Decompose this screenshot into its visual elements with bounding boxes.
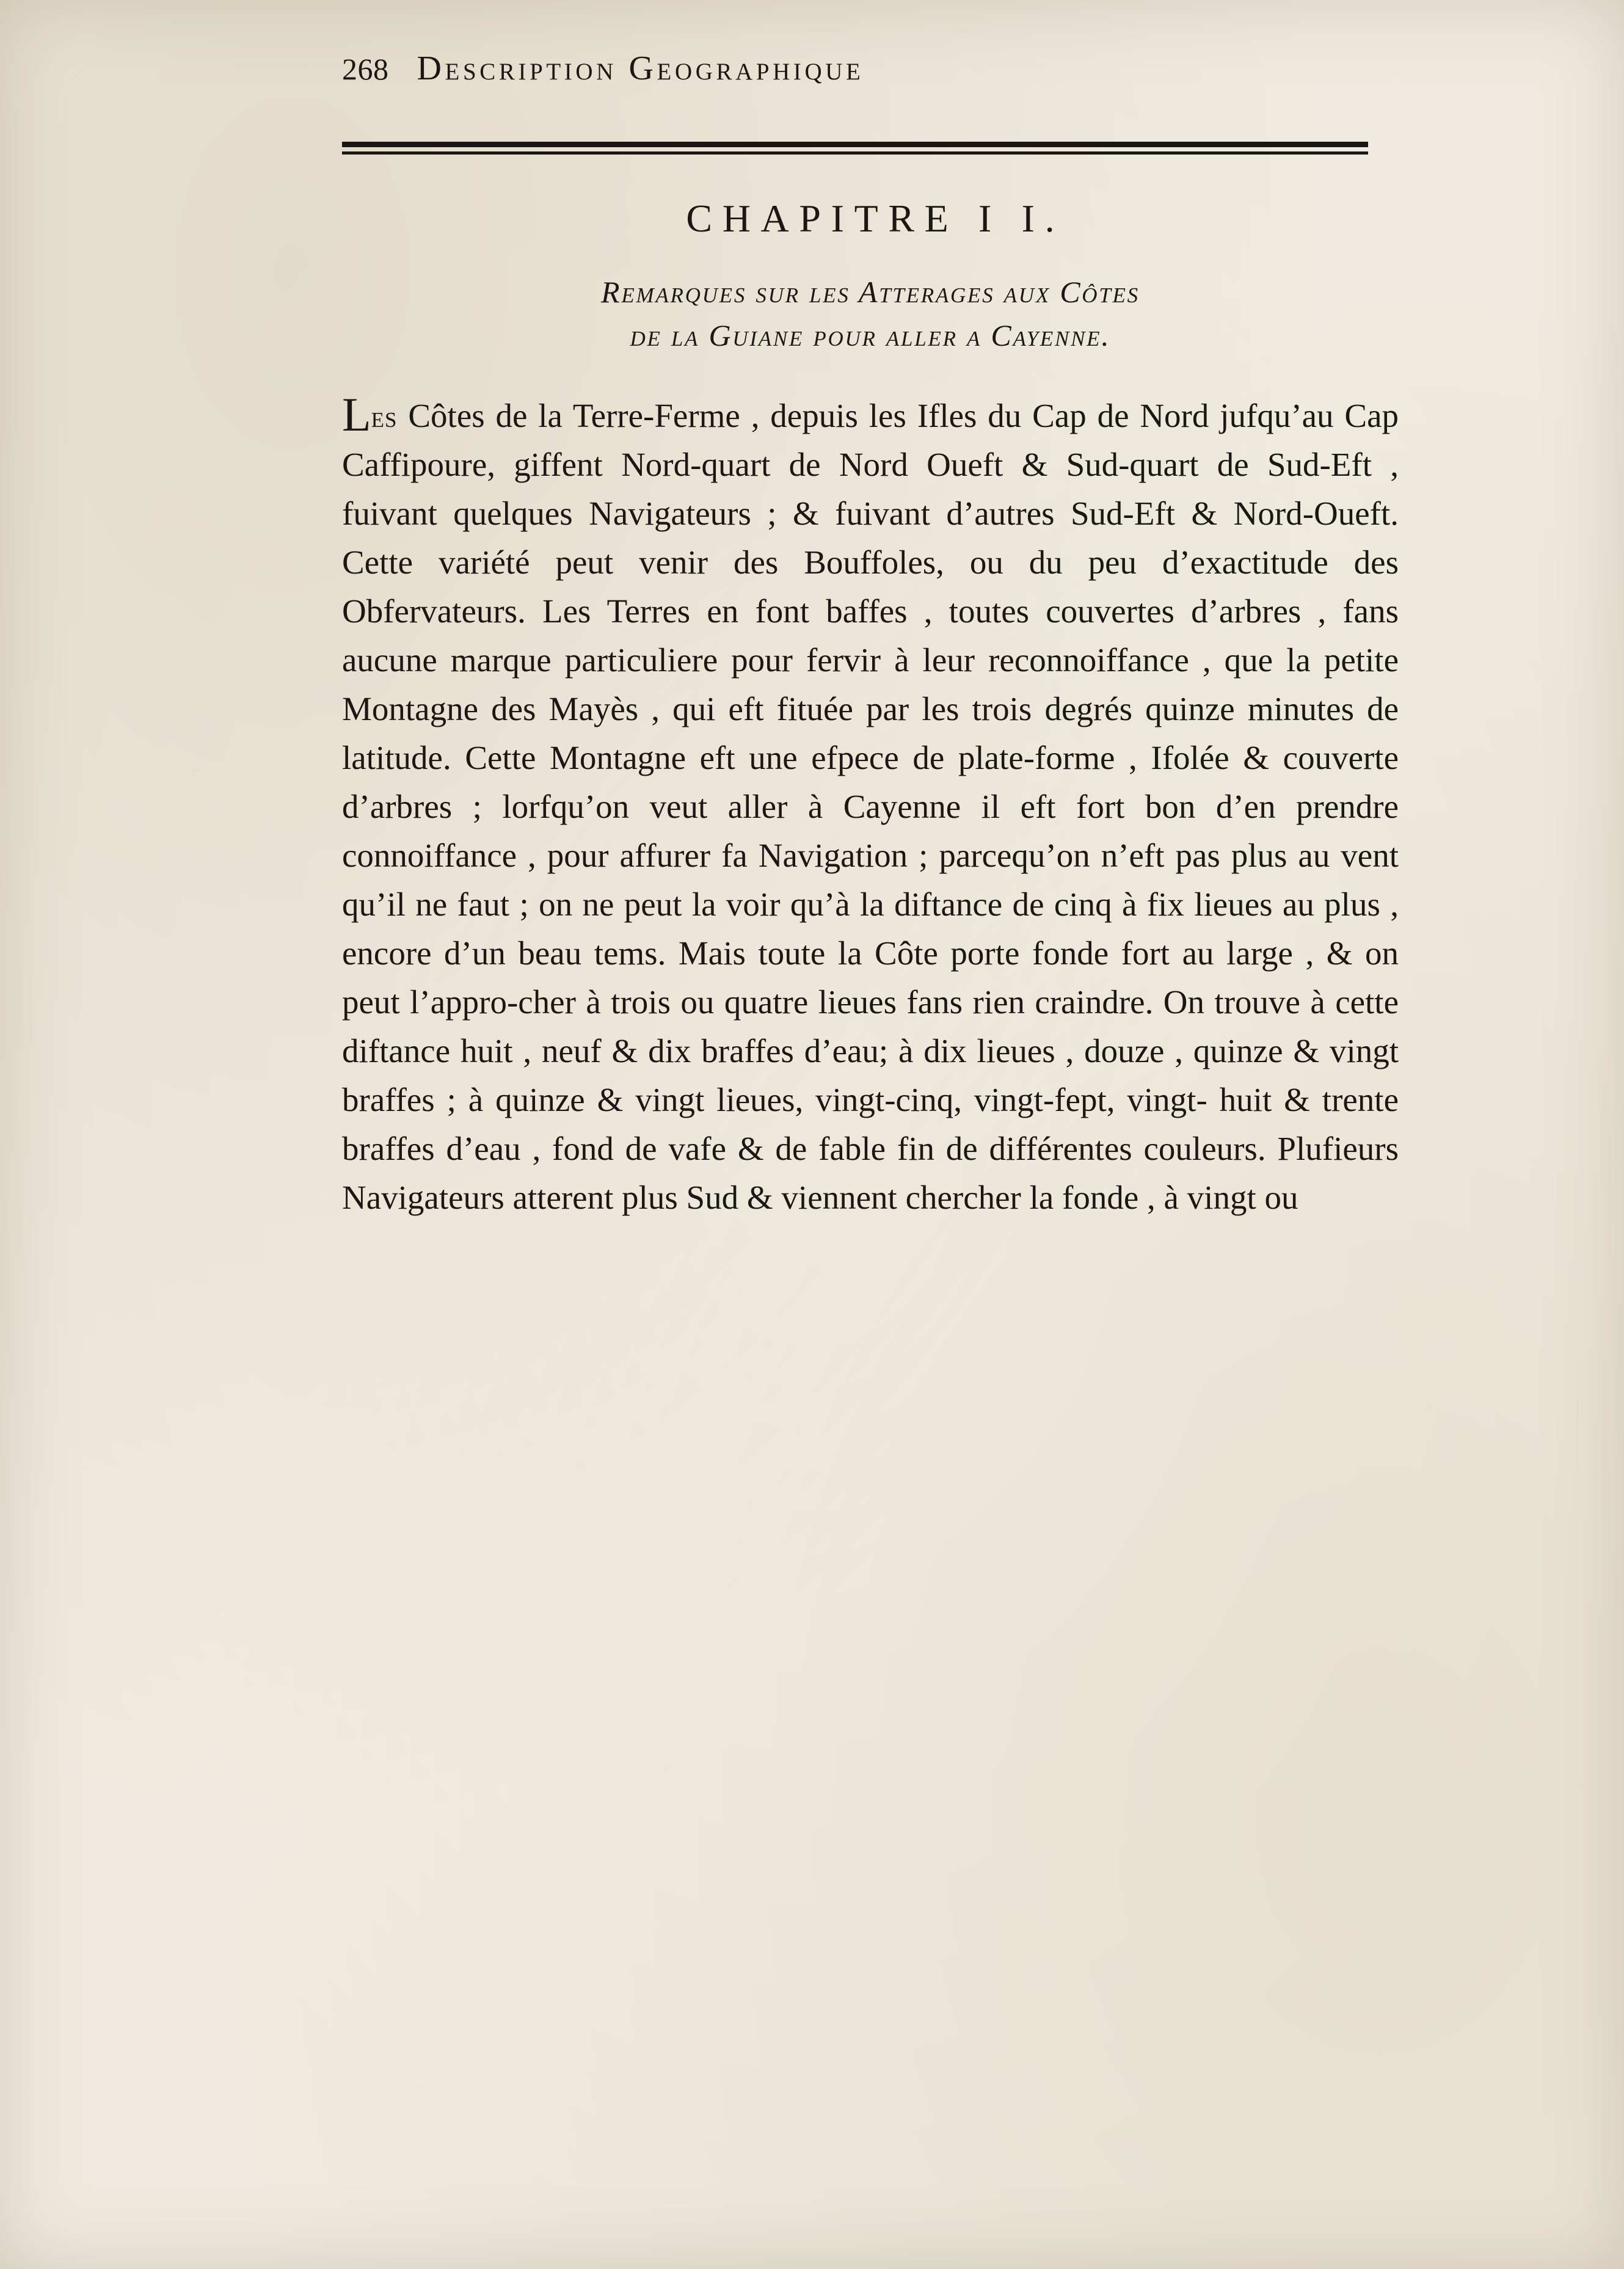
running-head-title: Description Geographique	[417, 49, 864, 87]
rule-gap	[342, 147, 1368, 151]
double-rule-divider	[342, 142, 1368, 155]
rule-thick	[342, 142, 1368, 147]
body-paragraph	[342, 388, 1399, 1222]
subtitle-line-2: de la Guiane pour aller a Cayenne.	[630, 318, 1111, 352]
page-number: 268	[342, 52, 389, 86]
text-column	[342, 49, 1399, 1256]
opening-small-caps: es	[371, 399, 398, 434]
chapter-subtitle	[342, 271, 1399, 357]
rule-thin	[342, 151, 1368, 155]
drop-cap: L	[342, 388, 371, 441]
running-head	[342, 49, 1399, 88]
subtitle-line-1: Remarques sur les Atterages aux Côtes	[601, 275, 1140, 309]
chapter-title: CHAPITRE I I.	[686, 197, 1065, 240]
body-paragraph-text: Côtes de la Terre-Ferme , depuis les Ifles du Cap de Nord jufqu’au Cap Caffipoure, giffent Nord-quart de Nord Oueft & Sud-quart de Sud-Eft , fuivant quelques Navigateurs ; & fuivant d’autres Sud-Eft & Nord-Oueft. Cette variété peut venir des Bouffoles, ou du peu d’exactitude des Obfervateurs. Les Terres en font baffes , toutes couvertes d’arbres , fans aucune marque particuliere pour fervir à leur reconnoiffance , que la petite Montagne des Mayès , qui eft fituée par les trois degrés quinze minutes de latitude. Cette Montagne eft une efpece de plate-forme , Ifolée & couverte d’arbres ; lorfqu’on veut aller à Cayenne il eft fort bon d’en prendre connoiffance , pour affurer fa Navigation ; parcequ’on n’eft pas plus au vent qu’il ne faut ; on ne peut la voir qu’à la diftance de cinq à fix lieues au plus , encore d’un beau tems. Mais toute la Côte porte fonde fort au large , & on peut l’appro-cher à trois ou quatre lieues fans rien craindre. On trouve à cette diftance huit , neuf & dix braffes d’eau; à dix lieues , douze , quinze & vingt braffes ; à quinze & vingt lieues, vingt-cinq, vingt-fept, vingt- huit & trente braffes d’eau , fond de vafe & de fable fin de différentes couleurs. Plufieurs Navigateurs atterent plus Sud & viennent chercher la fonde , à vingt ou	[342, 397, 1399, 1217]
